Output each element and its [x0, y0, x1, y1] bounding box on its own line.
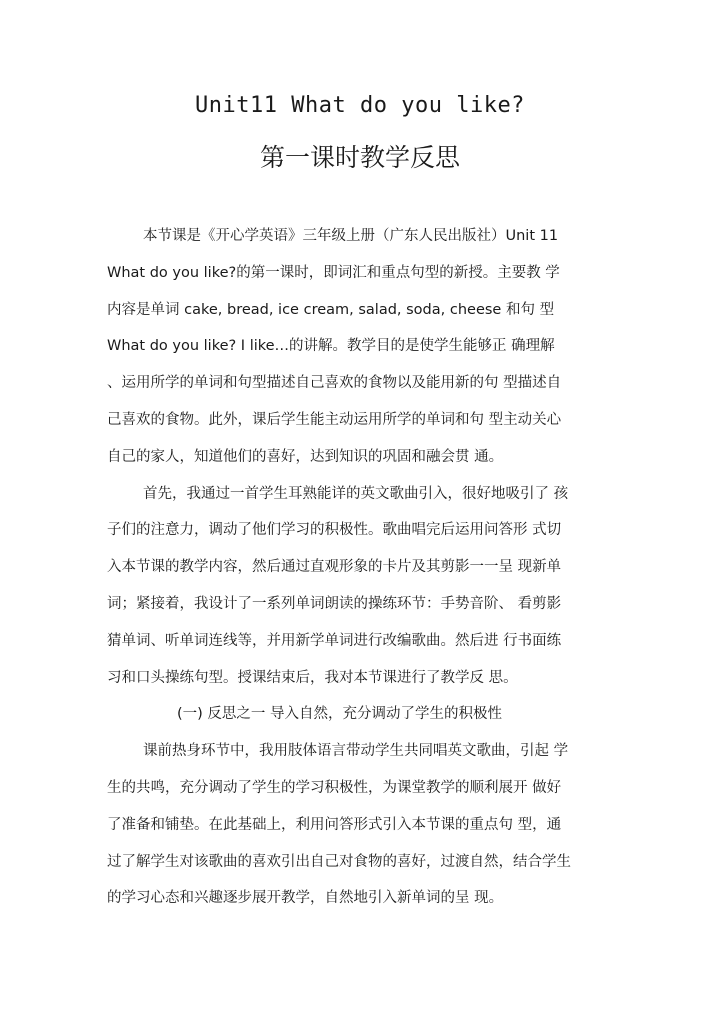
text-line: 自己的家人，知道他们的喜好，达到知识的巩固和融会贯 通。: [107, 448, 504, 465]
text-line: 过了解学生对该歌曲的喜欢引出自己对食物的喜好，过渡自然，结合学生: [107, 853, 571, 870]
text-line: 首先，我通过一首学生耳熟能详的英文歌曲引入，很好地吸引了 孩: [143, 485, 569, 502]
text-line: 词；紧接着，我设计了一系列单词朗读的操练环节：手势音阶、 看剪影: [107, 595, 562, 612]
text-line: 子们的注意力，调动了他们学习的积极性。歌曲唱完后运用问答形 式切: [107, 522, 562, 539]
text-line: 己喜欢的食物。此外，课后学生能主动运用所学的单词和句 型主动关心: [107, 411, 562, 428]
document-body: [107, 218, 615, 917]
text-line: 了准备和铺垫。在此基础上，利用问答形式引入本节课的重点句 型，通: [107, 816, 562, 833]
text-line: 猜单词、听单词连线等，并用新学单词进行改编歌曲。然后进 行书面练: [107, 632, 562, 649]
text-line: 、运用所学的单词和句型描述自己喜欢的食物以及能用新的句 型描述自: [107, 375, 562, 392]
text-line: What do you like? I like…的讲解。教学目的是使学生能够正 确理解: [107, 338, 555, 355]
section-heading: (一) 反思之一 导入自然，充分调动了学生的积极性: [177, 706, 503, 723]
title-chinese: 第一课时教学反思: [259, 143, 460, 172]
text-line: 的学习心态和兴趣逐步展开教学，自然地引入新单词的呈 现。: [107, 890, 504, 907]
text-line: 内容是单词 cake, bread, ice cream, salad, soda, cheese 和句 型: [107, 301, 555, 318]
text-line: 本节课是《开心学英语》三年级上册（广东人民出版社）Unit 11: [143, 228, 559, 244]
text-line: 生的共鸣，充分调动了学生的学习积极性，为课堂教学的顺利展开 做好: [107, 779, 562, 796]
text-line: 习和口头操练句型。授课结束后，我对本节课进行了教学反 思。: [107, 669, 518, 686]
text-line: What do you like?的第一课时，即词汇和重点句型的新授。主要教 学: [107, 264, 560, 281]
text-line: 入本节课的教学内容，然后通过直观形象的卡片及其剪影一一呈 现新单: [107, 559, 562, 576]
title-english: Unit11 What do you like?: [195, 93, 525, 118]
text-line: 课前热身环节中，我用肢体语言带动学生共同唱英文歌曲，引起 学: [143, 743, 569, 760]
